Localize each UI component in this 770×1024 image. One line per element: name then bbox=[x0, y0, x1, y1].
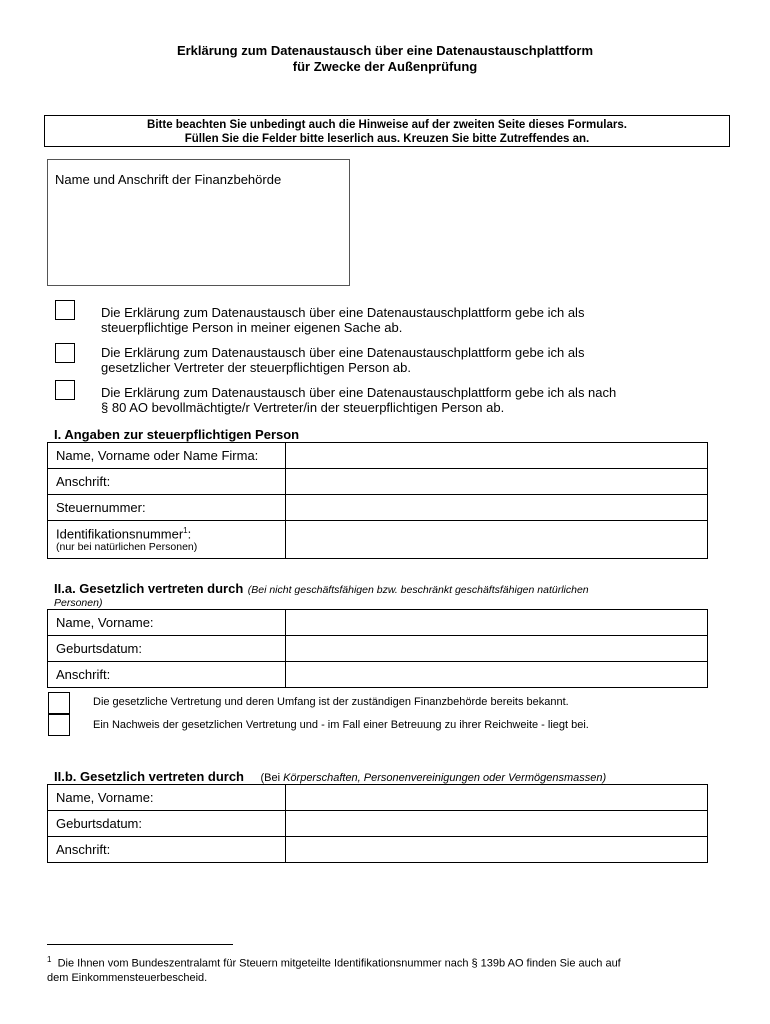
row-label: Anschrift: bbox=[48, 662, 286, 688]
footnote-line1: Die Ihnen vom Bundeszentralamt für Steuern mitgeteilte Identifikationsnummer nach § 139b AO finden Sie auch auf bbox=[57, 957, 621, 970]
row-label bbox=[48, 521, 286, 559]
table-row bbox=[48, 811, 708, 837]
table-row bbox=[48, 610, 708, 636]
option-1-line2: steuerpflichtige Person in meiner eigenen Sache ab. bbox=[101, 320, 403, 335]
row-label: Name, Vorname oder Name Firma: bbox=[48, 443, 286, 469]
section2a-header bbox=[54, 582, 714, 610]
option-3-line2: § 80 AO bevollmächtigte/r Vertreter/in der steuerpflichtigen Person ab. bbox=[101, 400, 505, 415]
rep-name-field[interactable] bbox=[286, 610, 708, 636]
option-2-line2: gesetzlicher Vertreter der steuerpflichtigen Person ab. bbox=[101, 360, 412, 375]
row-label: Geburtsdatum: bbox=[48, 636, 286, 662]
rep-birthdate-field[interactable] bbox=[286, 636, 708, 662]
known-representation-text: Die gesetzliche Vertretung und deren Umfang ist der zuständigen Finanzbehörde bereits bekannt. bbox=[93, 696, 569, 708]
table-row bbox=[48, 521, 708, 559]
section2b-heading: II.b. Gesetzlich vertreten durch bbox=[54, 769, 244, 784]
table-row bbox=[48, 469, 708, 495]
row-label: Anschrift: bbox=[48, 469, 286, 495]
footnote bbox=[47, 953, 733, 985]
footnote-line2: dem Einkommensteuerbescheid. bbox=[47, 971, 208, 984]
proof-attached-text: Ein Nachweis der gesetzlichen Vertretung und - im Fall einer Betreuung zu ihrer Reichweite - liegt bei. bbox=[93, 719, 589, 731]
row-label: Name, Vorname: bbox=[48, 610, 286, 636]
footnote-divider bbox=[47, 944, 233, 945]
option-1-line1: Die Erklärung zum Datenaustausch über eine Datenaustauschplattform gebe ich als bbox=[101, 305, 585, 320]
section2b-table bbox=[47, 784, 708, 863]
table-row bbox=[48, 495, 708, 521]
table-row bbox=[48, 636, 708, 662]
option-text-3 bbox=[101, 385, 616, 415]
id-number-field[interactable] bbox=[286, 521, 708, 559]
id-label: Identifikationsnummer bbox=[56, 526, 184, 542]
form-title-line2: für Zwecke der Außenprüfung bbox=[292, 59, 478, 74]
tax-number-field[interactable] bbox=[286, 495, 708, 521]
section2a-note: (Bei nicht geschäftsfähigen bzw. beschränkt geschäftsfähigen natürlichen bbox=[247, 584, 589, 596]
table-row bbox=[48, 785, 708, 811]
id-colon: : bbox=[187, 526, 192, 542]
notice-line1: Bitte beachten Sie unbedingt auch die Hinweise auf der zweiten Seite dieses Formulars. bbox=[147, 119, 627, 131]
known-representation-checkbox[interactable] bbox=[48, 692, 70, 714]
option-checkbox-3[interactable] bbox=[55, 380, 75, 400]
footnote-ref: 1 bbox=[183, 525, 188, 535]
option-2-line1: Die Erklärung zum Datenaustausch über eine Datenaustauschplattform gebe ich als bbox=[101, 345, 585, 360]
section2b-note-prefix: (Bei bbox=[260, 772, 284, 784]
rep2-address-field[interactable] bbox=[286, 837, 708, 863]
row-label: Anschrift: bbox=[48, 837, 286, 863]
taxpayer-address-field[interactable] bbox=[286, 469, 708, 495]
table-row bbox=[48, 443, 708, 469]
id-sub-label: (nur bei natürlichen Personen) bbox=[56, 541, 198, 554]
taxpayer-name-field[interactable] bbox=[286, 443, 708, 469]
option-text-1 bbox=[101, 305, 584, 335]
row-label: Geburtsdatum: bbox=[48, 811, 286, 837]
notice-line2: Füllen Sie die Felder bitte leserlich aus. Kreuzen Sie bitte Zutreffendes an. bbox=[184, 133, 590, 145]
form-title-line1: Erklärung zum Datenaustausch über eine Datenaustauschplattform bbox=[176, 43, 594, 58]
section2b-note: Körperschaften, Personenvereinigungen oder Vermögensmassen) bbox=[283, 772, 607, 784]
section1-heading: I. Angaben zur steuerpflichtigen Person bbox=[54, 427, 300, 442]
option-checkbox-2[interactable] bbox=[55, 343, 75, 363]
authority-input-box[interactable] bbox=[47, 159, 350, 286]
section1-table bbox=[47, 442, 708, 559]
section2a-heading: II.a. Gesetzlich vertreten durch bbox=[54, 581, 244, 596]
authority-label: Name und Anschrift der Finanzbehörde bbox=[55, 172, 282, 187]
rep2-name-field[interactable] bbox=[286, 785, 708, 811]
footnote-marker: 1 bbox=[47, 955, 52, 964]
rep-address-field[interactable] bbox=[286, 662, 708, 688]
section2a-table bbox=[47, 609, 708, 688]
option-checkbox-1[interactable] bbox=[55, 300, 75, 320]
notice-box bbox=[44, 115, 730, 147]
table-row bbox=[48, 837, 708, 863]
rep2-birthdate-field[interactable] bbox=[286, 811, 708, 837]
option-3-line1: Die Erklärung zum Datenaustausch über eine Datenaustauschplattform gebe ich als nach bbox=[101, 385, 617, 400]
row-label: Name, Vorname: bbox=[48, 785, 286, 811]
table-row bbox=[48, 662, 708, 688]
proof-attached-checkbox[interactable] bbox=[48, 714, 70, 736]
option-text-2 bbox=[101, 345, 584, 375]
section2a-note-2: Personen) bbox=[54, 597, 103, 609]
row-label: Steuernummer: bbox=[48, 495, 286, 521]
